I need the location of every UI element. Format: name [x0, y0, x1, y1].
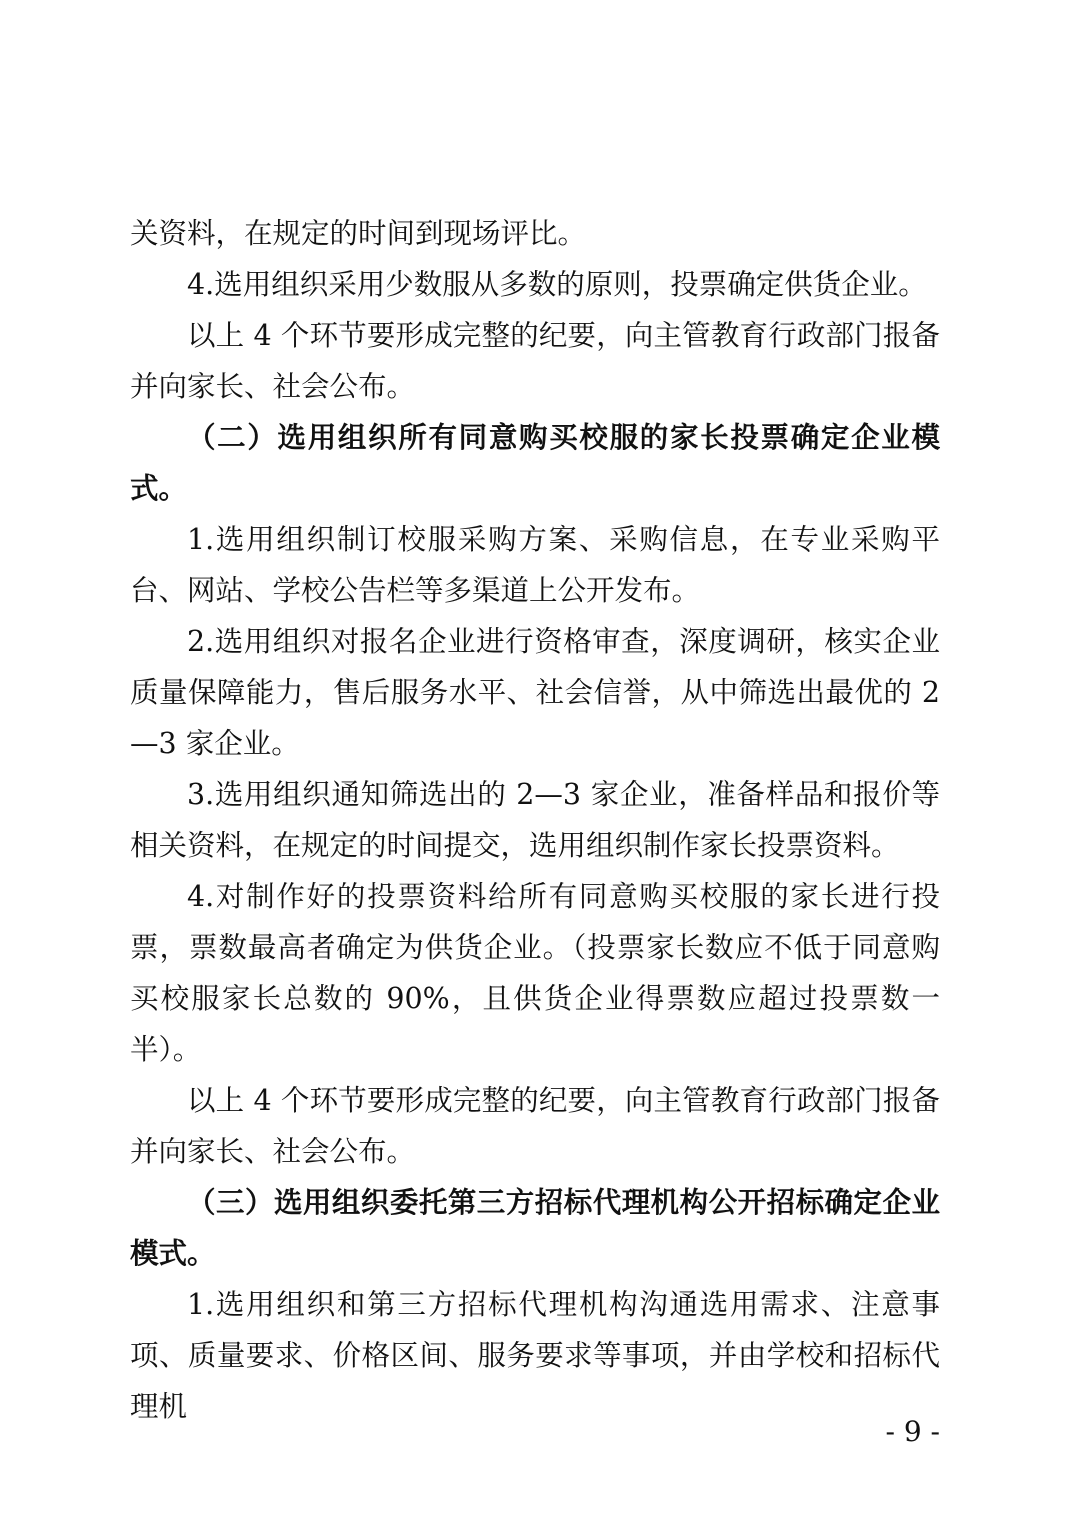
paragraph: 1.选用组织和第三方招标代理机构沟通选用需求、注意事项、质量要求、价格区间、服务要求等事项，并由学校和招标代理机 — [130, 1288, 940, 1423]
paragraph: 1.选用组织制订校服采购方案、采购信息，在专业采购平台、网站、学校公告栏等多渠道上公开发布。 — [130, 523, 940, 607]
paragraph: 4.选用组织采用少数服从多数的原则，投票确定供货企业。 — [187, 268, 927, 301]
paragraph: 关资料，在规定的时间到现场评比。 — [130, 217, 587, 250]
paragraph: 以上 4 个环节要形成完整的纪要，向主管教育行政部门报备并向家长、社会公布。 — [130, 319, 940, 403]
paragraph: 2.选用组织对报名企业进行资格审查，深度调研，核实企业质量保障能力，售后服务水平、社会信誉，从中筛选出最优的 2—3 家企业。 — [130, 625, 940, 760]
page-number: - 9 - — [885, 1415, 940, 1448]
section-heading: （二）选用组织所有同意购买校服的家长投票确定企业模式。 — [130, 420, 940, 505]
paragraph: 4.对制作好的投票资料给所有同意购买校服的家长进行投票，票数最高者确定为供货企业。（投票家长数应不低于同意购买校服家长总数的 90%，且供货企业得票数应超过投票数一半）。 — [130, 880, 940, 1066]
paragraph: 3.选用组织通知筛选出的 2—3 家企业，准备样品和报价等相关资料，在规定的时间提交，选用组织制作家长投票资料。 — [130, 778, 940, 862]
paragraph: 以上 4 个环节要形成完整的纪要，向主管教育行政部门报备并向家长、社会公布。 — [130, 1084, 940, 1168]
section-heading: （三）选用组织委托第三方招标代理机构公开招标确定企业模式。 — [130, 1185, 940, 1270]
body-text — [130, 208, 940, 1432]
